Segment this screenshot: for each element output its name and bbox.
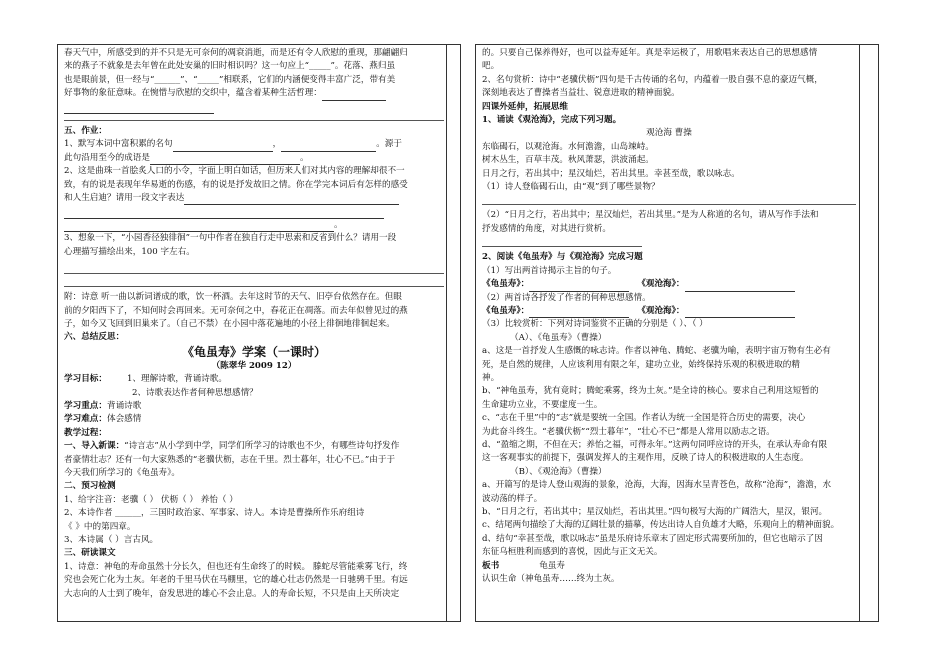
section-heading: 六、总结反思： xyxy=(64,332,125,343)
text-line: 深刻地表达了曹操者当益壮、锐意进取的精神面貌。 xyxy=(482,88,680,99)
text-line: 1、诗意：神龟的寿命虽然十分长久，但也还有生命终了的时候。 滕蛇尽管能乘雾飞行，终 xyxy=(64,561,408,572)
right-page xyxy=(475,44,879,622)
text-line: 3、本诗属（ ）言古风。 xyxy=(64,535,159,545)
left-margin-line xyxy=(446,45,447,621)
question: （2）两首诗各抒发了作者的何种思想感情。 xyxy=(482,292,651,303)
text-line: 者豪情壮志？还有一句大家熟悉的“老骥伏枥，志在千里。烈士暮年，壮心不已。”由于于 xyxy=(64,454,396,465)
text-line: （B）、《观沧海》（曹操） xyxy=(510,466,607,477)
question: （3）比较赏析：下列对诗词鉴赏不正确的分别是（ ）、（ ） xyxy=(482,319,708,330)
answer-blank[interactable] xyxy=(322,90,386,101)
text-line xyxy=(64,205,444,218)
text-line: 生命建功立业，不要虚度一生。 xyxy=(482,399,603,410)
sub-heading: 2、阅读《龟虽寿》与《观沧海》完成习题 xyxy=(482,252,643,263)
text-line: 的。只要自己保养得好，也可以益寿延年。真是幸运极了，用歌唱来表达自己的思想感情 xyxy=(482,48,818,58)
answer-line[interactable] xyxy=(482,194,856,205)
text-line: 板书 龟虽寿 xyxy=(482,560,565,571)
text-line: 学习难点：体会感情 xyxy=(64,414,142,425)
section-heading: 四课外延伸，拓展思维 xyxy=(482,101,568,112)
right-column xyxy=(482,47,856,586)
text-line: 2、这是曲珠一首脍炙人口的小令，字面上明白如话，但历来人们对其内容的理解却很不一 xyxy=(64,166,405,177)
question: （1）写出两首诗揭示主旨的句子。 xyxy=(482,265,617,276)
text-line: c、结尾两句描绘了大海的辽阔壮景的描摹，传达出诗人自负雄才大略，乐观向上的精神面貌。 xyxy=(482,520,840,531)
text-line: 《龟虽寿》： 《观沧海》： xyxy=(482,278,856,291)
answer-blank[interactable] xyxy=(685,281,795,292)
text-line: 波动荡的样子。 xyxy=(482,493,543,504)
text-line: 致，有的说是表现年华易逝的伤感，有的说是抒发故旧之情。你在学完本词后有怎样的感受 xyxy=(64,179,408,190)
text-line xyxy=(64,101,444,114)
text-line: 为此奋斗终生。“老骥伏枥”“烈士暮年”，“壮心不已”都是人常用以励志之语。 xyxy=(482,426,775,437)
lesson-title: 《龟虽寿》学案（一课时） xyxy=(181,344,326,359)
text-line: 附：诗意 听一曲以新词谱成的歌，饮一杯酒。去年这时节的天气、旧亭台依然存在。但眼 xyxy=(64,292,402,303)
section-heading: 二、预习检测 xyxy=(64,481,116,492)
text-line: 子，如今又飞回到旧巢来了。（自己不禁）在小园中落花遍地的小径上徘徊地徘徊起来。 xyxy=(64,318,395,329)
section-heading: 教学过程： xyxy=(64,427,107,438)
text-line: 东征乌桓胜利而感到的喜悦，因此与正文无关。 xyxy=(482,547,663,558)
text-line: 一、导入新课：“诗言志”从小学到中学，同学们所学习的诗歌也不少，有哪些诗句抒发作 xyxy=(64,441,400,452)
text-line: 死，是自然的规律，人应该利用有限之年，建功立业，始终保持乐观的积极进取的精 xyxy=(482,359,800,370)
text-line: d、“盈缩之期，不但在天；养怡之福，可得永年。”这两句同呼应诗的开头，在承认寿命有限 xyxy=(482,439,828,450)
answer-blank[interactable] xyxy=(64,208,384,219)
text-line: 今天我们所学习的《龟虽寿》。 xyxy=(64,467,181,478)
text-line: 《龟虽寿》： 《观沧海》： xyxy=(482,305,856,318)
text-line: 学习目标： 1、理解诗歌，背诵诗歌。 xyxy=(64,374,227,385)
text-line: 神。 xyxy=(482,372,500,383)
answer-blank[interactable] xyxy=(529,307,629,318)
text-line: 和人生启迪？请用一段文字表达 xyxy=(64,192,444,205)
text-line: 。 xyxy=(64,219,444,232)
text-line: （A）、《龟虽寿》（曹操） xyxy=(510,332,607,343)
answer-line[interactable] xyxy=(64,278,444,287)
poem-line: 树木丛生，百草丰茂。秋风萧瑟，洪波涌起。 xyxy=(482,155,654,166)
answer-blank[interactable] xyxy=(64,103,214,114)
section-heading: 五、作业： xyxy=(64,126,107,137)
text-line: 大志向的人士到了晚年，奋发思进的雄心不会止息。人的寿命长短，不只是由上天所决定 xyxy=(64,588,400,599)
text-line: a、开篇写的是诗人登山观海的景象，沧海，大海，因海水呈青苍色，故称“沧海”，澹澹，水 xyxy=(482,480,832,491)
lesson-author: （陈翠华 2009 12） xyxy=(211,360,297,371)
text-line: 好事物的象征意味。在惋惜与欣慰的交织中，蕴含着某种生活哲理： xyxy=(64,87,444,100)
text-line: 《 》中的第四章。 xyxy=(64,521,136,532)
question: （1）诗人登临碣石山，由“观”到了哪些景物？ xyxy=(482,182,660,193)
text-line: 1、给字注音：老骥（ ） 伏枥（ ） 养怡（ ） xyxy=(64,494,238,505)
text-line: 3、想象一下，“小园香径独徘徊”一句中作者在独自行走中思索和反省到什么？请用一段 xyxy=(64,233,397,244)
left-page xyxy=(57,44,461,622)
right-margin-line xyxy=(859,45,860,621)
answer-blank[interactable] xyxy=(150,154,300,165)
text-line: 2、本诗作者 ______，三国时政治家、军事家、诗人。本诗是曹操所作乐府组诗 xyxy=(64,508,365,519)
poem-line: 东临碣石，以观沧海。水何澹澹，山岛竦峙。 xyxy=(482,141,654,152)
text-line: 究也会死亡化为土灰。年老的千里马伏在马棚里，它的雄心壮志仍然是一日驰骋千里。有远 xyxy=(64,575,408,586)
poem-line: 日月之行，若出其中；星汉灿烂，若出其里。幸甚至哉，歌以咏志。 xyxy=(482,168,740,179)
text-line: 心理描写描绘出来，100 字左右。 xyxy=(64,246,195,257)
text-line: 此句沿用至今的成语是 。 xyxy=(64,152,444,165)
poem-title: 观沧海 曹操 xyxy=(646,128,692,139)
answer-line[interactable] xyxy=(482,236,642,247)
text-line: 2、诗歌表达作者何种思想感情？ xyxy=(132,387,258,398)
answer-blank[interactable] xyxy=(685,307,795,318)
text-line: b、“日月之行，若出其中；星汉灿烂，若出其里。”四句极写大海的广阔浩大，星汉，银河。 xyxy=(482,507,828,517)
text-line: 吧。 xyxy=(482,61,500,72)
answer-blank[interactable] xyxy=(529,281,629,292)
text-line: 来的燕子不就象是去年曾在此处安巢的旧时相识吗？这一句应上“_____”。花落、燕归虽 xyxy=(64,61,396,72)
divider xyxy=(64,114,444,121)
answer-blank[interactable] xyxy=(64,221,334,232)
answer-blank[interactable] xyxy=(173,141,273,152)
text-line: 学习重点：背诵诗歌 xyxy=(64,400,142,411)
left-column xyxy=(64,47,444,601)
text-line: c、“志在千里”中的“志”就是要统一全国。作者认为统一全国是符合历史的需要，决心 xyxy=(482,413,806,424)
text-line: 2、名句赏析：诗中“老骥伏枥”四句是千古传诵的名句，内蕴着一股自强不息的豪迈气概， xyxy=(482,74,823,85)
answer-blank[interactable] xyxy=(281,141,376,152)
text-line: 这一客观事实的前提下，强调发挥人的主观作用，反映了诗人的积极进取的人生态度。 xyxy=(482,453,809,464)
question: 抒发感情的角度，对其进行赏析。 xyxy=(482,223,611,234)
answer-line[interactable] xyxy=(64,259,444,274)
text-line: b、“神龟虽寿，犹有竟时；腾蛇乘雾，终为土灰。”是全诗的核心。要求自己利用这短暂的 xyxy=(482,386,819,397)
text-line: 1、默写本词中富积累的名句 ， 。源于 xyxy=(64,138,444,151)
text-line: 也是眼前景，但一经与“______”、“_____”相联系，它们的内涵便变得丰富广泛，带有美 xyxy=(64,74,396,85)
text-line: 认识生命（神龟虽寿……终为土灰。 xyxy=(482,574,620,585)
text-line: d、结句“幸甚至哉，歌以咏志”虽是乐府诗乐章末了固定形式需要所加的，但它也暗示了因 xyxy=(482,533,823,544)
answer-blank[interactable] xyxy=(184,194,399,205)
text-line: 前的夕阳西下了，不知何时会再回来。无可奈何之中，春花正在凋落。而去年似曾见过的燕 xyxy=(64,305,408,316)
text-line: a、这是一首抒发人生感慨的咏志诗。作者以神龟、腾蛇、老骥为喻，表明宇宙万物有生必有 xyxy=(482,346,831,357)
sub-heading: 1、诵读《观沧海》，完成下列习题。 xyxy=(482,115,622,126)
question: （2）“日月之行，若出其中；星汉灿烂，若出其里。”是为人称道的名句，请从写作手法和 xyxy=(482,210,819,221)
section-heading: 三、研读课文 xyxy=(64,548,116,559)
text-line: 春天气中，所感受到的并不只是无可奈何的凋衰消逝，而是还有令人欣慰的重现，那翩翩归 xyxy=(64,48,408,58)
